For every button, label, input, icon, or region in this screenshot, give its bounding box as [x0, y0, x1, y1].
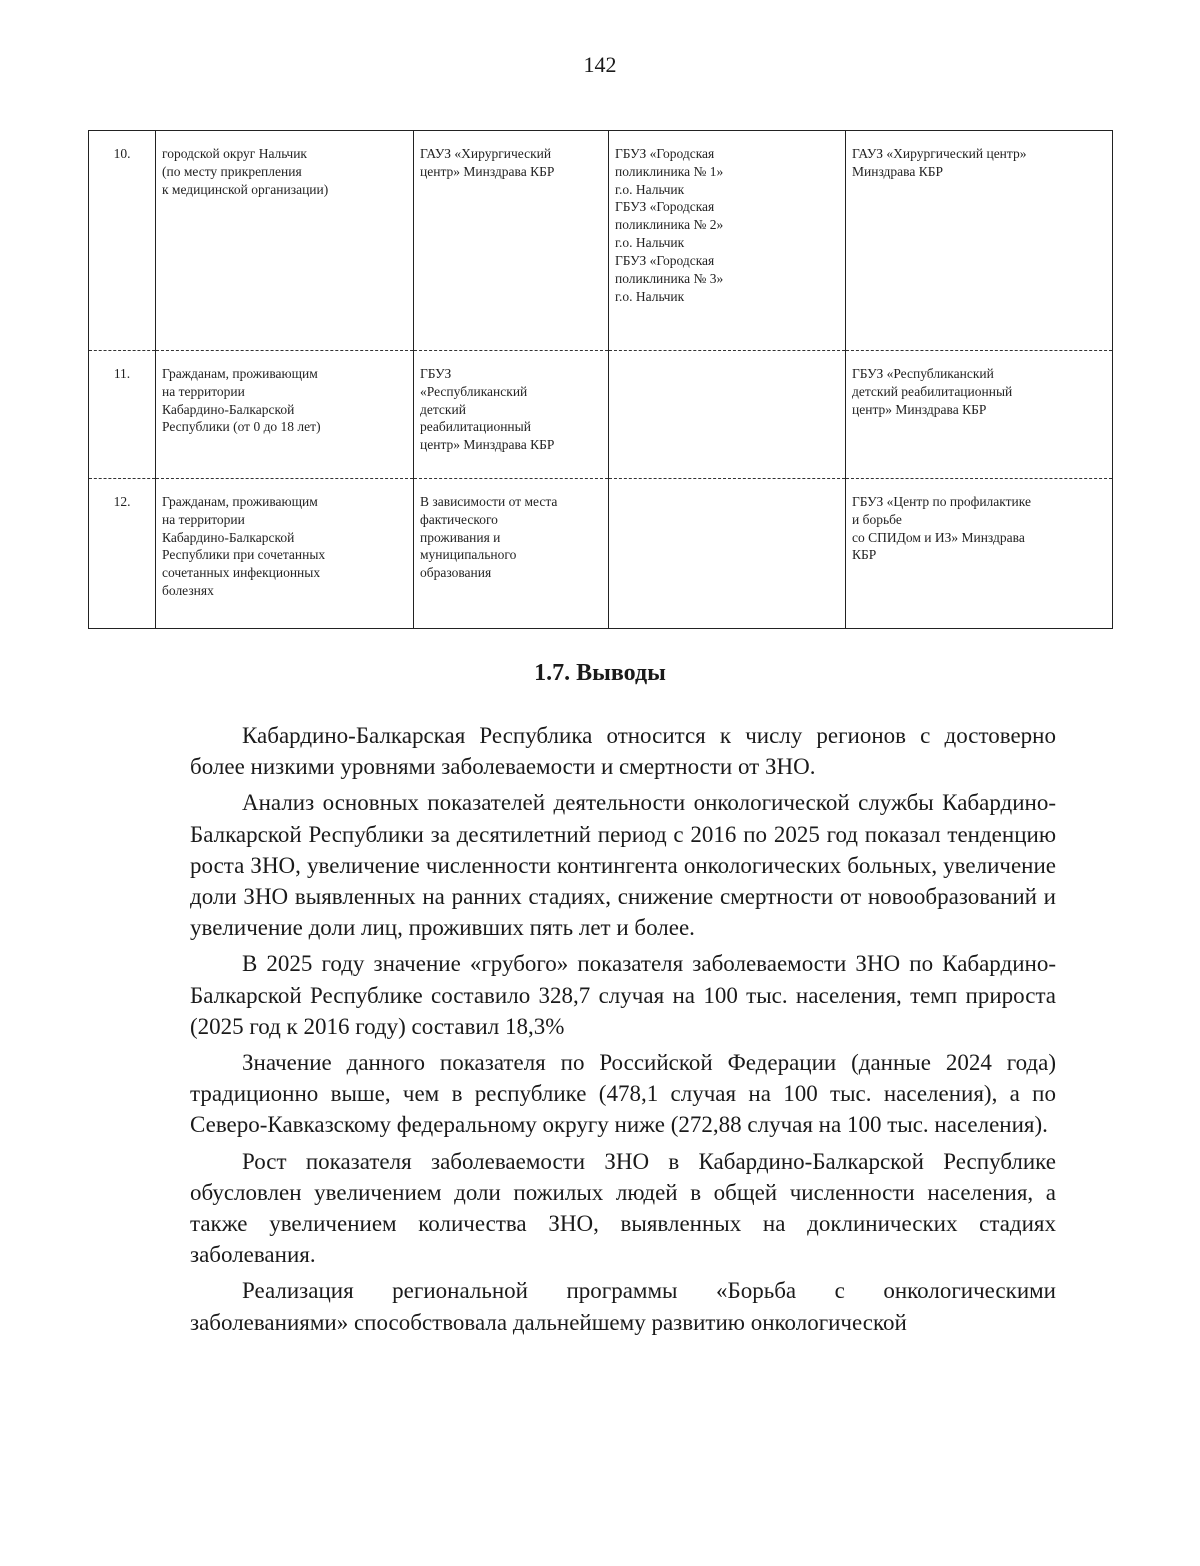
paragraph: Кабардино-Балкарская Республика относится к числу регионов с достоверно более низкими уровнями заболеваемости и смертности от ЗНО. — [190, 723, 1056, 780]
cell-text-line: поликлиника № 1» — [615, 163, 724, 179]
row-number-cell: 10. — [89, 131, 156, 351]
cell-text-line: на территории — [162, 383, 245, 399]
table-row — [89, 351, 1113, 479]
paragraph: Рост показателя заболеваемости ЗНО в Кабардино-Балкарской Республике обусловлен увеличением доли пожилых людей в общей численности населения, а также увеличением количества ЗНО, выявленных на доклинических стадиях заболевания. — [190, 1148, 1056, 1268]
referral-table — [88, 130, 1112, 628]
cell-text-line: (по месту прикрепления — [162, 163, 302, 179]
cell-text-line: центр» Минздрава КБР — [420, 163, 555, 179]
institution-cell-a — [414, 351, 609, 479]
institution-cell-b — [609, 351, 846, 479]
cell-text-line: центр» Минздрава КБР — [420, 437, 555, 453]
cell-text-line: образования — [420, 565, 492, 581]
cell-text-line: реабилитационный — [420, 419, 531, 435]
institution-cell-a — [414, 479, 609, 629]
institution-cell-b — [609, 479, 846, 629]
cell-text-line: г.о. Нальчик — [615, 288, 685, 304]
cell-text-line: и борьбе — [852, 511, 902, 527]
population-cell — [156, 131, 414, 351]
table-body — [89, 131, 1113, 629]
cell-text-line: со СПИДом и ИЗ» Минздрава — [852, 529, 1025, 545]
cell-text-line: Гражданам, проживающим — [162, 494, 318, 509]
cell-text-line: детский — [420, 401, 466, 417]
institution-cell-c — [846, 131, 1113, 351]
cell-text-line: ГБУЗ «Центр по профилактике — [852, 494, 1032, 509]
institution-cell-b — [609, 131, 846, 351]
table-row — [89, 131, 1113, 351]
cell-text-line: центр» Минздрава КБР — [852, 401, 987, 417]
cell-text-line: Республики при сочетанных — [162, 547, 326, 563]
cell-text-line: ГАУЗ «Хирургический — [420, 146, 552, 161]
population-cell — [156, 479, 414, 629]
cell-text-line: проживания и — [420, 529, 501, 545]
section-heading: 1.7. Выводы — [534, 660, 666, 686]
cell-text-line: городской округ Нальчик — [162, 146, 307, 161]
cell-text-line: г.о. Нальчик — [615, 181, 685, 197]
cell-text-line: ГБУЗ «Городская — [615, 252, 715, 268]
cell-text-line: г.о. Нальчик — [615, 235, 685, 251]
institution-cell-a — [414, 131, 609, 351]
referral-table-grid — [88, 130, 1113, 629]
cell-text-line: «Республиканский — [420, 383, 528, 399]
cell-text-line: на территории — [162, 511, 245, 527]
cell-text-line: детский реабилитационный — [852, 383, 1013, 399]
cell-text-line: сочетанных инфекционных — [162, 565, 321, 581]
cell-text-line: ГБУЗ «Республиканский — [852, 366, 994, 381]
row-number-cell: 12. — [89, 479, 156, 629]
row-number-cell: 11. — [89, 351, 156, 479]
cell-text-line: Гражданам, проживающим — [162, 366, 318, 381]
paragraph: Реализация региональной программы «Борьба с онкологическими заболеваниями» способствовала дальнейшему развитию онкологической — [190, 1278, 1056, 1335]
cell-text-line: муниципального — [420, 547, 517, 563]
cell-text-line: болезнях — [162, 583, 214, 599]
paragraph: Анализ основных показателей деятельности онкологической службы Кабардино-Балкарской Республики за десятилетний период с 2016 по 2025 год показал тенденцию роста ЗНО, увеличение численности контингента онкологических больных, увеличение доли ЗНО выявленных на ранних стадиях, снижение смертности от новообразований и увеличение доли лиц, проживших пять лет и более. — [190, 790, 1056, 941]
institution-cell-c — [846, 351, 1113, 479]
cell-text-line: ГБУЗ «Городская — [615, 146, 715, 161]
cell-text-line: ГАУЗ «Хирургический центр» — [852, 146, 1027, 161]
cell-text-line: ГБУЗ «Городская — [615, 199, 715, 215]
page-number: 142 — [583, 52, 617, 77]
table-row — [89, 479, 1113, 629]
cell-text-line: ГБУЗ — [420, 366, 452, 381]
cell-text-line: КБР — [852, 547, 877, 563]
paragraph: Значение данного показателя по Российской Федерации (данные 2024 года) традиционно выше, чем в республике (478,1 случая на 100 тыс. населения), а по Северо-Кавказскому федеральному округу ниже (272,88 случая на 100 тыс. населения). — [190, 1050, 1056, 1138]
cell-text-line: к медицинской организации) — [162, 181, 329, 197]
cell-text-line: поликлиника № 3» — [615, 270, 724, 286]
cell-text-line: Кабардино-Балкарской — [162, 529, 295, 545]
cell-text-line: фактического — [420, 511, 498, 527]
population-cell — [156, 351, 414, 479]
paragraph: В 2025 году значение «грубого» показателя заболеваемости ЗНО по Кабардино-Балкарской Республике составило 328,7 случая на 100 тыс. населения, темп прироста (2025 год к 2016 году) составил 18,3% — [190, 951, 1056, 1039]
cell-text-line: Кабардино-Балкарской — [162, 401, 295, 417]
cell-text-line: В зависимости от места — [420, 494, 558, 509]
conclusions-text — [190, 720, 1056, 1343]
cell-text-line: Минздрава КБР — [852, 163, 943, 179]
cell-text-line: поликлиника № 2» — [615, 217, 724, 233]
cell-text-line: Республики (от 0 до 18 лет) — [162, 419, 321, 435]
institution-cell-c — [846, 479, 1113, 629]
